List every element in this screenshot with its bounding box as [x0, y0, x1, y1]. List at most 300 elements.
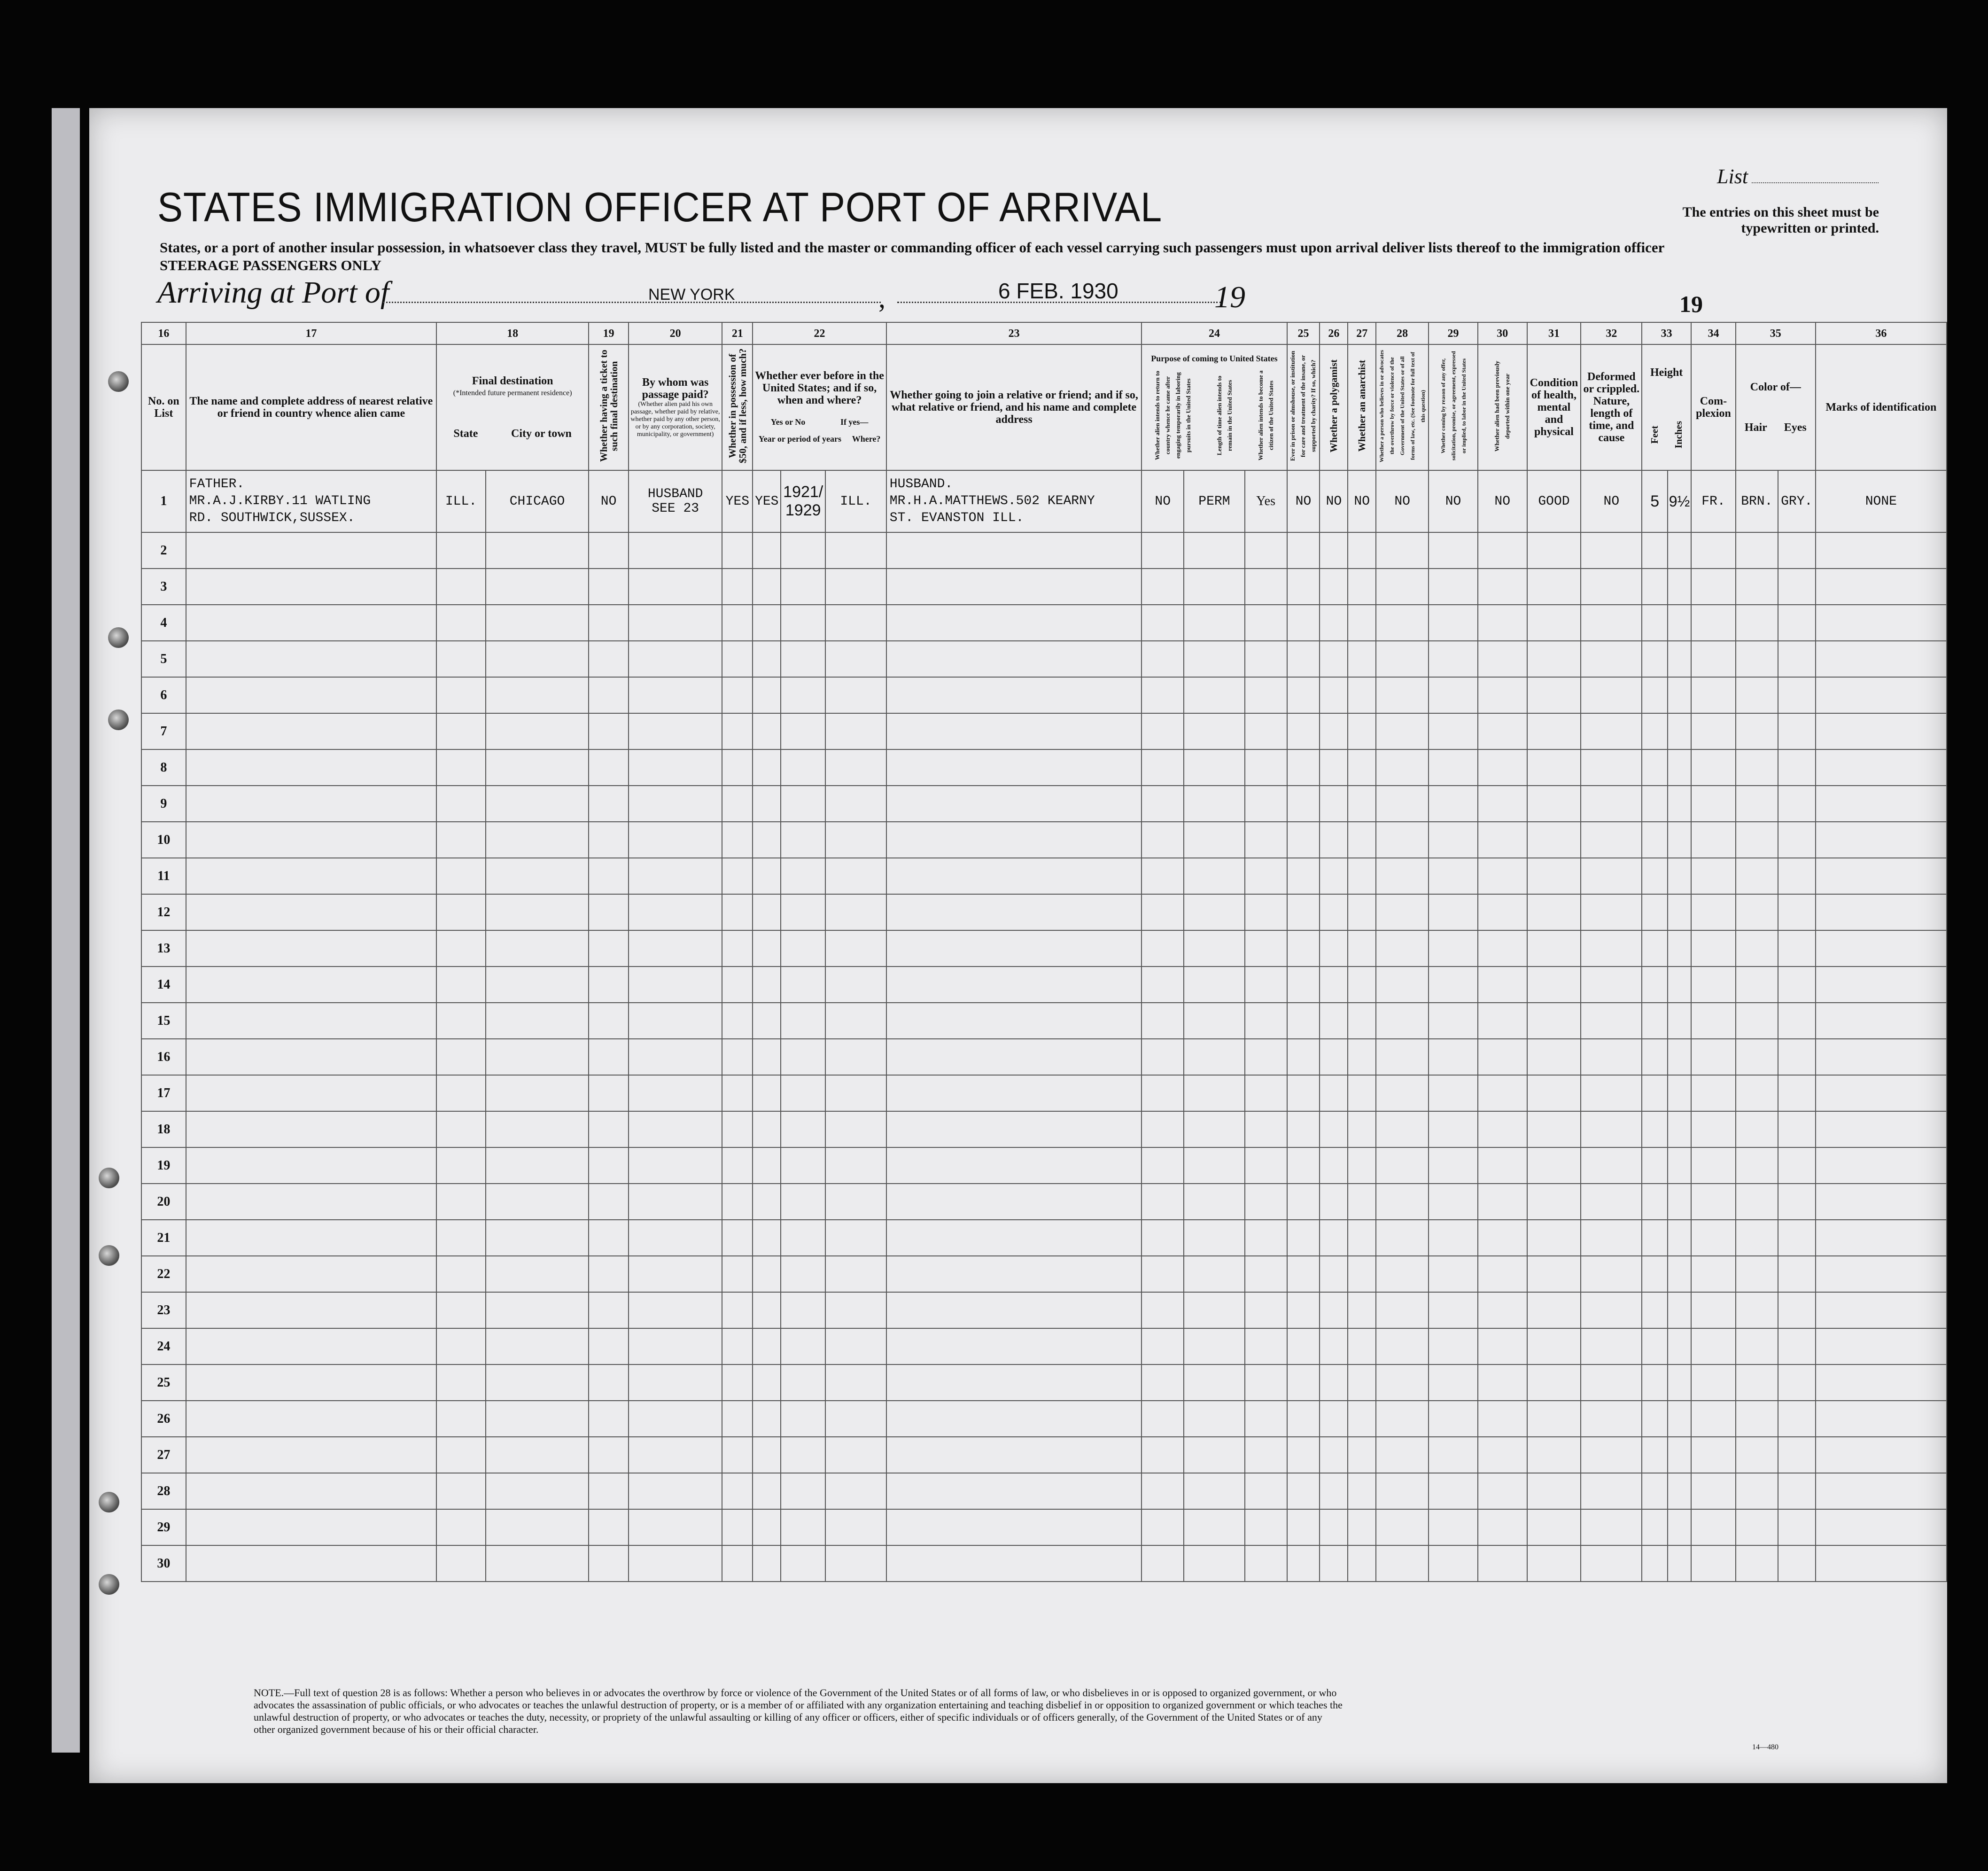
table-row — [141, 1111, 1947, 1147]
empty-cell — [1245, 749, 1287, 786]
deformed-cell: NO — [1581, 470, 1642, 532]
empty-cell — [1691, 1509, 1736, 1545]
empty-cell — [589, 1111, 629, 1147]
empty-cell — [1816, 532, 1947, 569]
empty-cell — [629, 1075, 722, 1111]
empty-cell — [1778, 749, 1816, 786]
empty-cell — [1478, 749, 1527, 786]
empty-cell — [753, 605, 781, 641]
row-number: 6 — [141, 677, 186, 713]
col-num-24: 24 — [1142, 322, 1287, 344]
empty-cell — [1778, 1292, 1816, 1328]
table-row — [141, 967, 1947, 1003]
header-anarchist — [1348, 344, 1376, 470]
table-row — [141, 1292, 1947, 1328]
empty-cell — [1478, 1545, 1527, 1582]
empty-cell — [1376, 1545, 1429, 1582]
empty-cell — [486, 1364, 589, 1401]
empty-cell — [1320, 1184, 1348, 1220]
empty-cell — [1184, 1509, 1245, 1545]
empty-cell — [1778, 605, 1816, 641]
empty-cell — [629, 532, 722, 569]
row-number: 14 — [141, 967, 186, 1003]
empty-cell — [1478, 1111, 1527, 1147]
empty-cell — [436, 1003, 486, 1039]
empty-cell — [1184, 930, 1245, 967]
empty-cell — [1429, 677, 1478, 713]
empty-cell — [1736, 894, 1778, 930]
empty-cell — [1376, 822, 1429, 858]
empty-cell — [1376, 605, 1429, 641]
empty-cell — [1736, 1328, 1778, 1364]
overthrow-label: Whether a person who believes in or advocates the overthrow by force or violence of the Government of the United States or of all forms of law, etc. (See footnote for full text of this question) — [1378, 350, 1427, 462]
empty-cell — [1320, 605, 1348, 641]
row-number: 21 — [141, 1220, 186, 1256]
empty-cell — [753, 1328, 781, 1364]
header-deformed: Deformed or crippled. Nature, length of time, and cause — [1581, 344, 1642, 470]
year-prefix-a: 19 — [1214, 280, 1245, 314]
empty-cell — [1287, 749, 1320, 786]
empty-cell — [781, 532, 825, 569]
col-num-34: 34 — [1691, 322, 1736, 344]
empty-cell — [825, 1364, 886, 1401]
empty-cell — [1478, 1473, 1527, 1509]
empty-cell — [886, 1111, 1142, 1147]
empty-cell — [589, 1003, 629, 1039]
empty-cell — [589, 605, 629, 641]
header-overthrow — [1376, 344, 1429, 470]
empty-cell — [1642, 1401, 1668, 1437]
empty-cell — [1778, 1401, 1816, 1437]
empty-cell — [1816, 1003, 1947, 1039]
empty-cell — [753, 1401, 781, 1437]
relative-cell: FATHER. MR.A.J.KIRBY.11 WATLING RD. SOUTHWICK,SUSSEX. — [186, 470, 436, 532]
empty-cell — [1478, 1147, 1527, 1184]
empty-cell — [1668, 641, 1691, 677]
header-height — [1642, 344, 1691, 470]
empty-cell — [436, 1147, 486, 1184]
empty-cell — [1184, 1364, 1245, 1401]
table-row — [141, 786, 1947, 822]
empty-cell — [1142, 1364, 1184, 1401]
empty-cell — [1376, 1147, 1429, 1184]
row-number: 10 — [141, 822, 186, 858]
empty-cell — [1816, 1473, 1947, 1509]
deported-cell: NO — [1478, 470, 1527, 532]
empty-cell — [486, 1220, 589, 1256]
empty-cell — [1778, 713, 1816, 749]
empty-cell — [1581, 822, 1642, 858]
header-row — [141, 344, 1947, 470]
empty-cell — [186, 1147, 436, 1184]
empty-cell — [629, 1401, 722, 1437]
empty-cell — [1184, 677, 1245, 713]
city-cell: CHICAGO — [486, 470, 589, 532]
empty-cell — [1245, 1473, 1287, 1509]
empty-cell — [486, 1509, 589, 1545]
empty-cell — [1287, 605, 1320, 641]
empty-cell — [886, 1509, 1142, 1545]
table-row — [141, 1039, 1947, 1075]
table-row — [141, 749, 1947, 786]
empty-cell — [1287, 1328, 1320, 1364]
header-city: City or town — [511, 428, 572, 440]
table-row — [141, 1256, 1947, 1292]
ticket-label: Whether having a ticket to such final destination — [598, 350, 620, 462]
empty-cell — [1691, 677, 1736, 713]
empty-cell — [1642, 749, 1668, 786]
empty-cell — [589, 1220, 629, 1256]
empty-cell — [1142, 1256, 1184, 1292]
col-num-32: 32 — [1581, 322, 1642, 344]
header-state: State — [453, 428, 478, 440]
empty-cell — [1527, 1147, 1581, 1184]
binder-hole — [108, 371, 129, 392]
empty-cell — [486, 786, 589, 822]
empty-cell — [1245, 858, 1287, 894]
empty-cell — [1348, 1039, 1376, 1075]
empty-cell — [825, 1111, 886, 1147]
empty-cell — [1581, 1039, 1642, 1075]
empty-cell — [1478, 641, 1527, 677]
empty-cell — [1691, 967, 1736, 1003]
empty-cell — [629, 822, 722, 858]
col-num-18: 18 — [436, 322, 589, 344]
empty-cell — [1736, 1003, 1778, 1039]
empty-cell — [886, 713, 1142, 749]
empty-cell — [1736, 1364, 1778, 1401]
empty-cell — [486, 532, 589, 569]
empty-cell — [1668, 1039, 1691, 1075]
empty-cell — [1348, 569, 1376, 605]
empty-cell — [1142, 532, 1184, 569]
empty-cell — [629, 749, 722, 786]
empty-cell — [1736, 1111, 1778, 1147]
row-number: 19 — [141, 1147, 186, 1184]
row-number: 9 — [141, 786, 186, 822]
final-destination-note: (*Intended future permanent residence) — [453, 389, 572, 397]
empty-cell — [1527, 894, 1581, 930]
empty-cell — [722, 1292, 753, 1328]
fifty-label: Whether in possession of $50, and if less, how much? — [726, 348, 748, 464]
empty-cell — [1691, 1401, 1736, 1437]
table-row — [141, 1147, 1947, 1184]
empty-cell — [436, 569, 486, 605]
empty-cell — [629, 605, 722, 641]
empty-cell — [486, 894, 589, 930]
empty-cell — [1376, 1075, 1429, 1111]
empty-cell — [722, 1545, 753, 1582]
empty-cell — [753, 641, 781, 677]
empty-cell — [1581, 677, 1642, 713]
empty-cell — [1642, 1473, 1668, 1509]
table-row — [141, 894, 1947, 930]
empty-cell — [1642, 1147, 1668, 1184]
empty-cell — [1287, 532, 1320, 569]
table-row — [141, 858, 1947, 894]
empty-cell — [486, 930, 589, 967]
empty-cell — [186, 1292, 436, 1328]
empty-cell — [1736, 1437, 1778, 1473]
empty-cell — [722, 1220, 753, 1256]
empty-cell — [1642, 1256, 1668, 1292]
empty-cell — [589, 641, 629, 677]
empty-cell — [1816, 1184, 1947, 1220]
empty-cell — [781, 1111, 825, 1147]
empty-cell — [1320, 1437, 1348, 1473]
empty-cell — [722, 1039, 753, 1075]
empty-cell — [1642, 1437, 1668, 1473]
empty-cell — [1736, 858, 1778, 894]
empty-cell — [781, 641, 825, 677]
empty-cell — [589, 822, 629, 858]
offer-cell: NO — [1429, 470, 1478, 532]
empty-cell — [436, 1075, 486, 1111]
empty-cell — [1736, 569, 1778, 605]
empty-cell — [1348, 749, 1376, 786]
empty-cell — [1320, 569, 1348, 605]
empty-cell — [1668, 605, 1691, 641]
empty-cell — [1287, 858, 1320, 894]
empty-cell — [1691, 749, 1736, 786]
empty-cell — [1376, 569, 1429, 605]
empty-cell — [1581, 858, 1642, 894]
empty-cell — [629, 930, 722, 967]
empty-cell — [589, 1437, 629, 1473]
empty-cell — [886, 1003, 1142, 1039]
empty-cell — [1581, 967, 1642, 1003]
empty-cell — [886, 1292, 1142, 1328]
empty-cell — [1642, 1039, 1668, 1075]
row-number: 8 — [141, 749, 186, 786]
empty-cell — [1245, 1184, 1287, 1220]
empty-cell — [1287, 1111, 1320, 1147]
empty-cell — [1668, 930, 1691, 967]
previous-page-edge — [52, 108, 80, 1753]
empty-cell — [629, 1509, 722, 1545]
empty-cell — [781, 930, 825, 967]
empty-cell — [1320, 713, 1348, 749]
empty-cell — [629, 569, 722, 605]
empty-cell — [753, 1147, 781, 1184]
empty-cell — [1816, 822, 1947, 858]
table-row — [141, 605, 1947, 641]
empty-cell — [825, 1220, 886, 1256]
empty-cell — [1142, 1075, 1184, 1111]
row-number: 11 — [141, 858, 186, 894]
table-row — [141, 1401, 1947, 1437]
empty-cell — [1245, 641, 1287, 677]
empty-cell — [1736, 930, 1778, 967]
empty-cell — [186, 1328, 436, 1364]
empty-cell — [1320, 1509, 1348, 1545]
empty-cell — [1478, 786, 1527, 822]
empty-cell — [1778, 1328, 1816, 1364]
empty-cell — [1184, 1039, 1245, 1075]
empty-cell — [1320, 641, 1348, 677]
empty-cell — [1581, 1075, 1642, 1111]
empty-cell — [1478, 822, 1527, 858]
empty-cell — [1287, 569, 1320, 605]
empty-cell — [753, 1111, 781, 1147]
form-code: 14—480 — [1752, 1743, 1778, 1751]
empty-cell — [1642, 858, 1668, 894]
empty-cell — [1642, 1003, 1668, 1039]
empty-cell — [1816, 1509, 1947, 1545]
empty-cell — [1320, 749, 1348, 786]
empty-cell — [1348, 1003, 1376, 1039]
empty-cell — [1527, 1220, 1581, 1256]
empty-cell — [1184, 967, 1245, 1003]
empty-cell — [1816, 1545, 1947, 1582]
empty-cell — [1376, 1364, 1429, 1401]
empty-cell — [186, 858, 436, 894]
empty-cell — [1691, 1473, 1736, 1509]
empty-cell — [1142, 1220, 1184, 1256]
empty-cell — [886, 677, 1142, 713]
empty-cell — [886, 1401, 1142, 1437]
row-number: 7 — [141, 713, 186, 749]
empty-cell — [825, 1075, 886, 1111]
ticket-cell: NO — [589, 470, 629, 532]
prison-label: Ever in prison or almshouse, or institution for care and treatment of the insane, or supported by charity? If so, which? — [1289, 351, 1317, 461]
header-feet: Feet — [1648, 425, 1660, 444]
empty-cell — [722, 1473, 753, 1509]
empty-cell — [1691, 1437, 1736, 1473]
empty-cell — [1642, 1220, 1668, 1256]
empty-cell — [186, 1111, 436, 1147]
row-number: 18 — [141, 1111, 186, 1147]
empty-cell — [1581, 1364, 1642, 1401]
empty-cell — [1429, 967, 1478, 1003]
list-number-label — [1717, 164, 1879, 188]
empty-cell — [589, 1184, 629, 1220]
empty-cell — [1184, 786, 1245, 822]
empty-cell — [1287, 677, 1320, 713]
empty-cell — [1320, 1147, 1348, 1184]
empty-cell — [1184, 1220, 1245, 1256]
where-cell: ILL. — [825, 470, 886, 532]
empty-cell — [589, 1401, 629, 1437]
empty-cell — [825, 1147, 886, 1184]
empty-cell — [1376, 1509, 1429, 1545]
row-number: 16 — [141, 1039, 186, 1075]
empty-cell — [1320, 677, 1348, 713]
empty-cell — [1376, 967, 1429, 1003]
empty-cell — [1429, 1075, 1478, 1111]
empty-cell — [1668, 1473, 1691, 1509]
empty-cell — [1816, 1328, 1947, 1364]
empty-cell — [1581, 1328, 1642, 1364]
empty-cell — [1287, 1256, 1320, 1292]
empty-cell — [1478, 713, 1527, 749]
empty-cell — [1668, 1545, 1691, 1582]
empty-cell — [781, 1545, 825, 1582]
empty-cell — [1184, 1292, 1245, 1328]
empty-cell — [1287, 1220, 1320, 1256]
empty-cell — [1376, 641, 1429, 677]
empty-cell — [1376, 1003, 1429, 1039]
empty-cell — [1429, 1256, 1478, 1292]
col-num-33: 33 — [1642, 322, 1691, 344]
empty-cell — [886, 641, 1142, 677]
empty-cell — [1778, 1256, 1816, 1292]
empty-cell — [825, 1545, 886, 1582]
empty-cell — [1184, 1473, 1245, 1509]
empty-cell — [486, 1437, 589, 1473]
footnote: NOTE.—Full text of question 28 is as follows: Whether a person who believes in or advocates the overthrow by force or violence of the Government of the United States or of all forms of law, or who disbelieves in or is opposed to organized government, or who advocates the assassination of public officials, or who advocates or teaches the unlawful destruction of property, or is a member of or affiliated with any organization entertaining and teaching disbelief in or opposition to organized government or which teaches the unlawful destruction of property, or who advocates or teaches the duty, necessity, or propriety of the unlawful assaulting or killing of any officer or officers, either of specific individuals or of officers generally, of the Government of the United States or of any other organized government because of his or their official character. — [254, 1687, 1343, 1735]
empty-cell — [1142, 749, 1184, 786]
empty-cell — [886, 1075, 1142, 1111]
empty-cell — [1184, 1401, 1245, 1437]
empty-cell — [753, 1256, 781, 1292]
empty-cell — [1736, 1401, 1778, 1437]
empty-cell — [1287, 1075, 1320, 1111]
empty-cell — [825, 605, 886, 641]
empty-cell — [1429, 930, 1478, 967]
binder-hole — [99, 1492, 119, 1512]
empty-cell — [1320, 1364, 1348, 1401]
row-number: 15 — [141, 1003, 186, 1039]
header-if-yes: If yes— — [840, 417, 869, 427]
empty-cell — [1184, 532, 1245, 569]
table-row — [141, 822, 1947, 858]
empty-cell — [186, 1075, 436, 1111]
empty-cell — [1287, 1545, 1320, 1582]
empty-cell — [1691, 569, 1736, 605]
empty-cell — [1287, 1147, 1320, 1184]
empty-cell — [629, 1039, 722, 1075]
empty-cell — [753, 894, 781, 930]
table-row — [141, 1473, 1947, 1509]
row-number: 26 — [141, 1401, 186, 1437]
purpose-length: Length of time alien intends to remain in the United States — [1215, 375, 1233, 455]
empty-cell — [1320, 1220, 1348, 1256]
empty-cell — [589, 1364, 629, 1401]
empty-cell — [1376, 1256, 1429, 1292]
empty-cell — [825, 1003, 886, 1039]
empty-cell — [629, 1437, 722, 1473]
empty-cell — [1376, 713, 1429, 749]
empty-cell — [1376, 1328, 1429, 1364]
citizen-cell: Yes — [1245, 470, 1287, 532]
empty-cell — [781, 677, 825, 713]
empty-cell — [886, 1256, 1142, 1292]
color-label: Color of— — [1750, 381, 1801, 393]
empty-cell — [1320, 1401, 1348, 1437]
empty-cell — [1581, 569, 1642, 605]
empty-cell — [1668, 569, 1691, 605]
polygamist-label: Whether a polygamist — [1328, 359, 1340, 452]
col-num-30: 30 — [1478, 322, 1527, 344]
empty-cell — [1142, 1292, 1184, 1328]
empty-cell — [1691, 1545, 1736, 1582]
empty-cell — [1245, 1401, 1287, 1437]
empty-cell — [1320, 930, 1348, 967]
empty-cell — [722, 1328, 753, 1364]
empty-cell — [1142, 1509, 1184, 1545]
empty-cell — [1478, 1256, 1527, 1292]
empty-cell — [781, 1509, 825, 1545]
empty-cell — [1778, 641, 1816, 677]
empty-cell — [1691, 1292, 1736, 1328]
empty-cell — [486, 1292, 589, 1328]
empty-cell — [1245, 677, 1287, 713]
empty-cell — [1429, 1292, 1478, 1328]
row-number: 4 — [141, 605, 186, 641]
subtitle-line-2: STEERAGE PASSENGERS ONLY — [160, 257, 382, 273]
empty-cell — [1816, 894, 1947, 930]
